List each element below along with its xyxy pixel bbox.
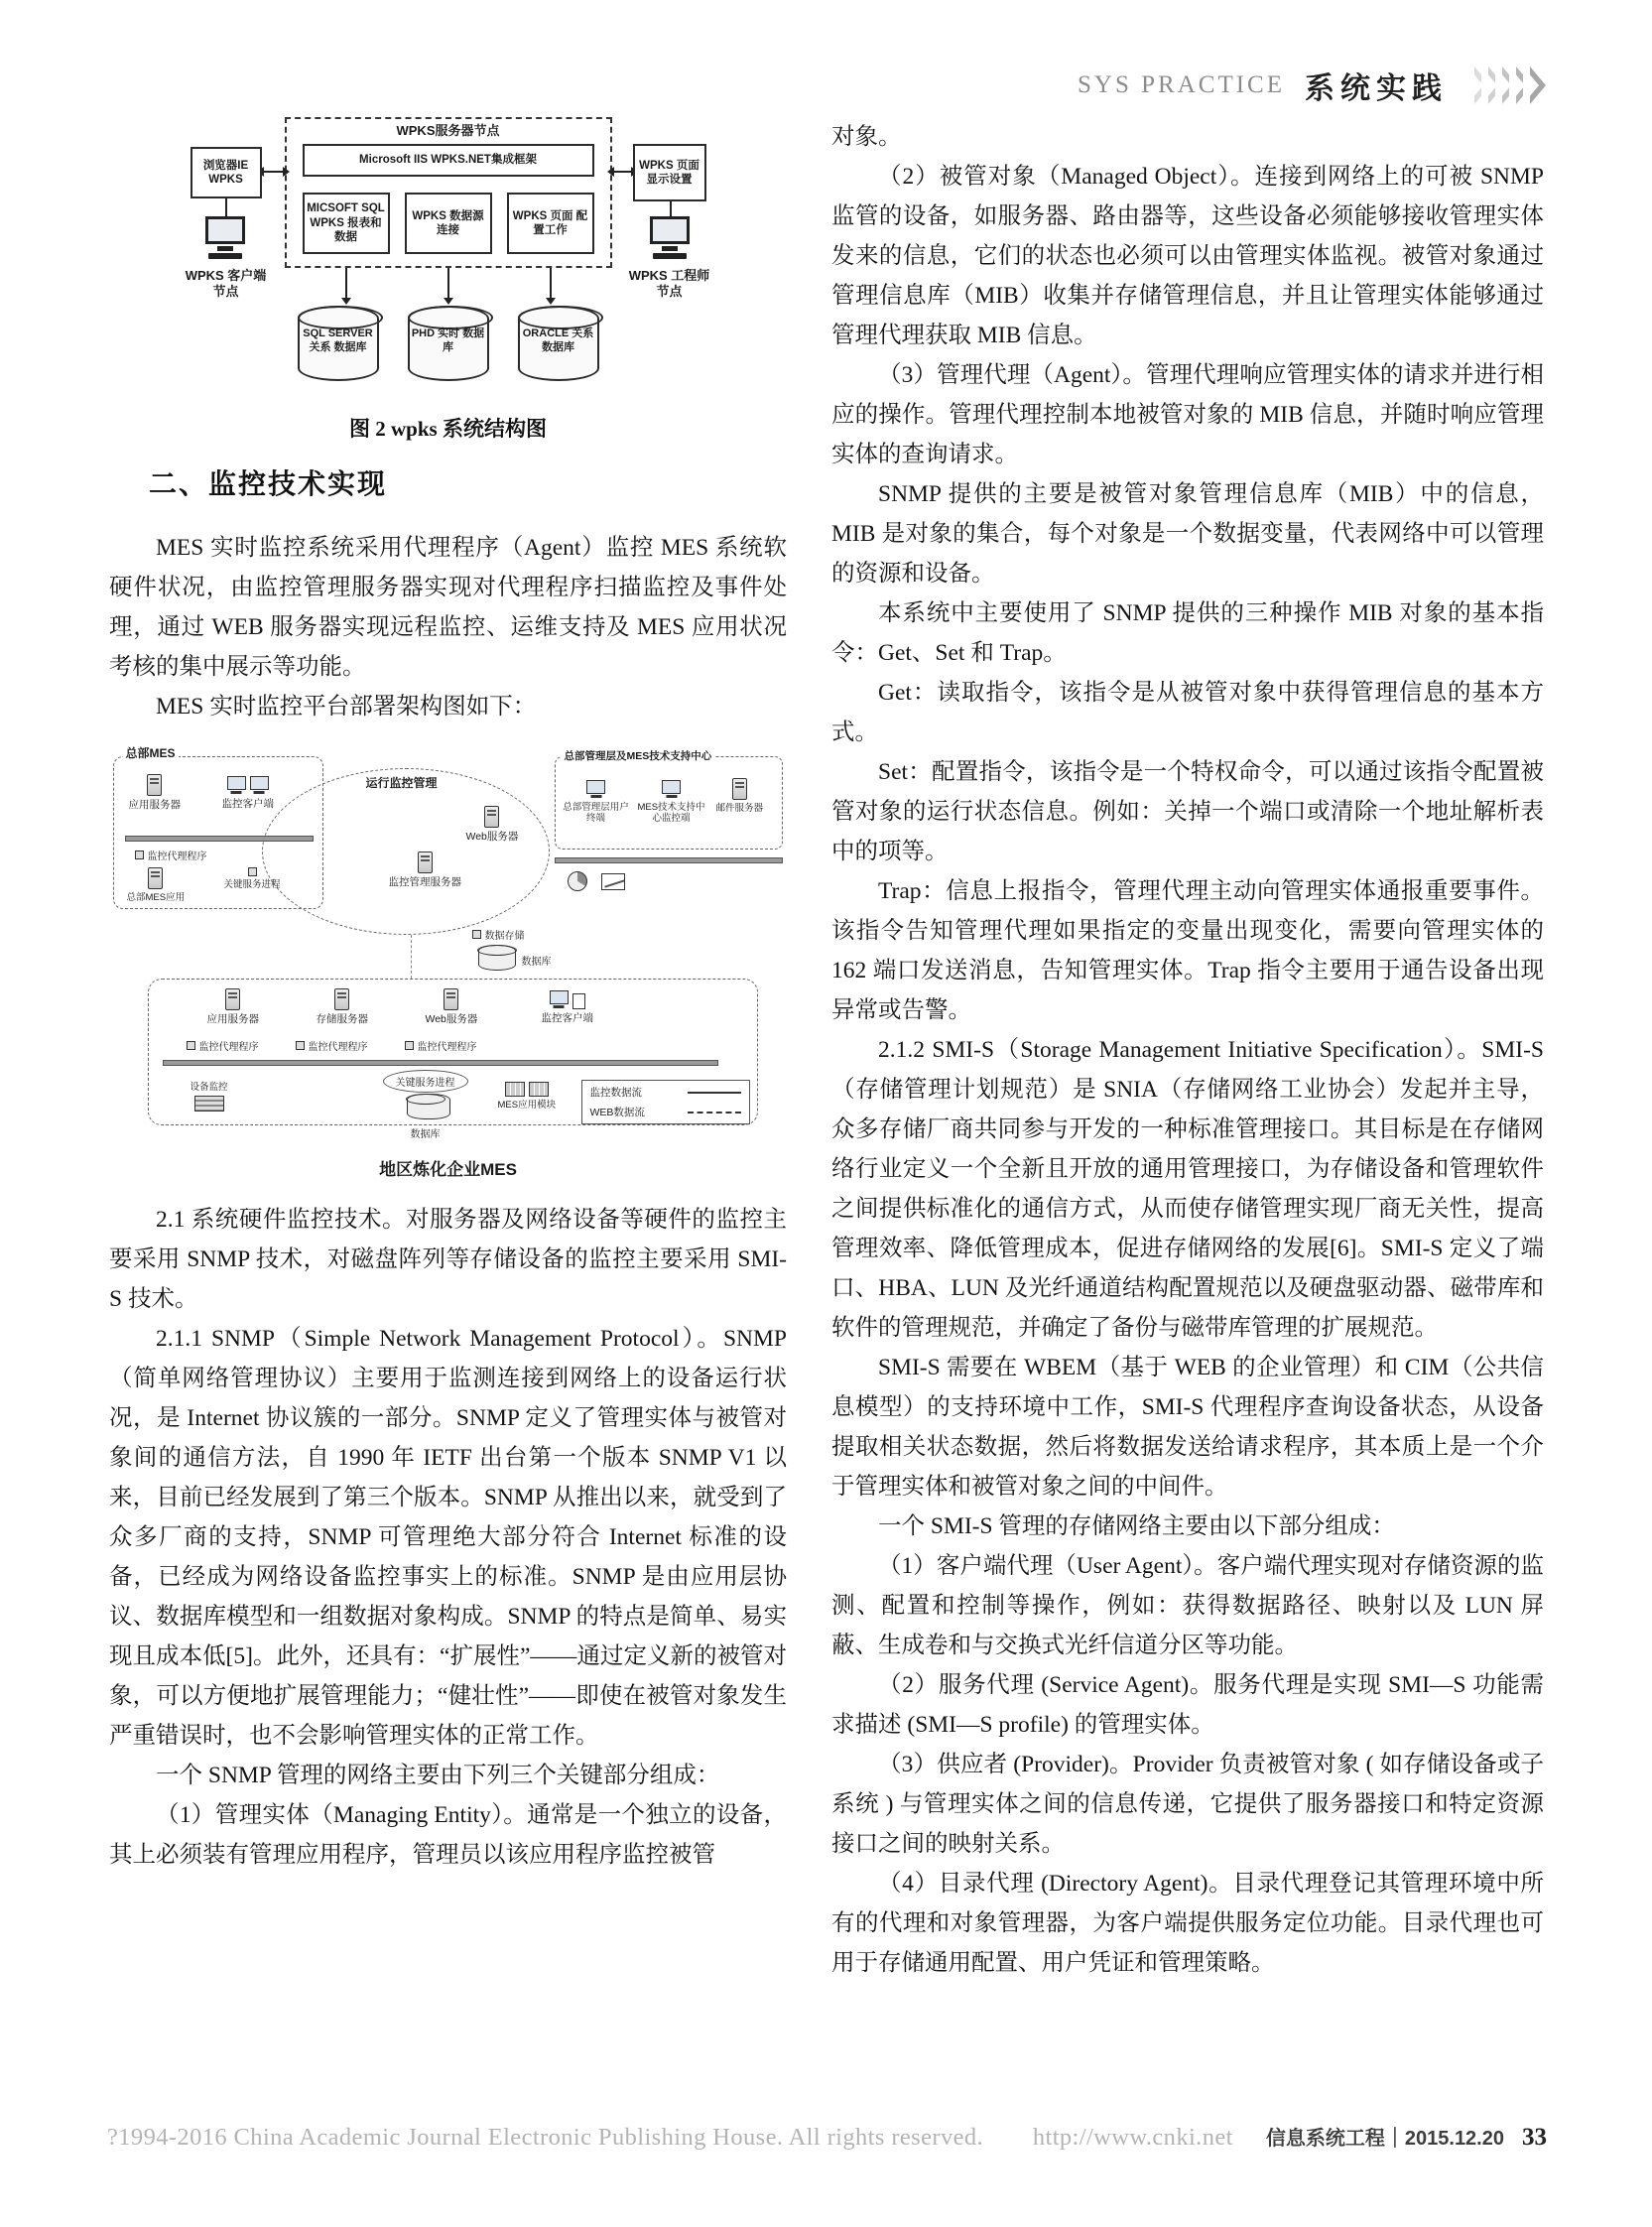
server-icon [418,852,433,873]
mail-server-label: 邮件服务器 [715,803,764,814]
hq-app-server-label: 应用服务器 [128,799,181,811]
server-icon [334,988,349,1010]
branch-key-service-label: 关键服务进程 [395,1078,455,1089]
monitor-base-icon [662,246,678,251]
paragraph: （3）供应者 (Provider)。Provider 负责被管对象 ( 如存储设备或子系统 ) 与管理实体之间的信息传递，它提供了服务器接口和特定资源接口之间的映射关系。 [831,1752,1544,1857]
wpks-server-node-label: WPKS服务器节点 [396,123,500,138]
paragraph: （1）客户端代理（User Agent）。客户端代理实现对存储资源的监测、配置和控制等操作，例如：获得数据路径、映射以及 LUN 屏蔽、生成卷和与交换式光纤信道分区等功能。 [831,1553,1544,1658]
branch-agent-line [187,1038,259,1053]
database-cylinder-icon [518,306,599,381]
legend-row [590,1105,741,1119]
branch-app-server-label: 应用服务器 [206,1013,259,1025]
figure-wpks-canvas [185,117,710,403]
database-bottom-line [411,1125,441,1140]
server-icon [732,778,747,800]
hq-key-service-label: 关键服务进程 [223,879,281,890]
data-store-label: 数据存储 [484,931,525,942]
figure-wpks-structure [109,117,787,443]
monitor-icon [227,776,246,790]
paragraph: （4）目录代理 (Directory Agent)。目录代理登记其管理环境中所有的代理和对象管理器，为客户端提供服务定位功能。目录代理也可用于存储通用配置、用户凭证和管理策略。 [831,1871,1544,1976]
paragraph: 2.1.2 SMI-S（Storage Management Initiative Specification）。SMI-S（存储管理计划规范）是 SNIA（存储网络工业协会）发起并主导，众多存储厂商共同参与开发的一种标准管理接口。其目标是在存储网络行业定义一个全新且开放的通用管理接口，为存储设备和管理软件之间提供标准化的通信方式，从而使存储管理实现厂商无关性，提高管理效率、降低管理成本，促进存储网络的发展[6]。SMI-S 定义了端口、HBA、LUN 及光纤通道结构配置规范以及硬盘驱动器、磁带库和软件的管理规范，并确定了备份与磁带库管理的扩展规范。 [831,1037,1544,1341]
branch-key-service [383,1070,468,1093]
paragraph: SMI-S 需要在 WBEM（基于 WEB 的企业管理）和 CIM（公共信息模型）的支持环境中工作，SMI-S 代理程序查询设备状态，从设备提取相关状态数据，然后将数据发送给请求程序，其本质上是一个介于管理实体和被管对象之间的中间件。 [831,1355,1544,1500]
paragraph: （3）管理代理（Agent）。管理代理响应管理实体的请求并进行相应的操作。管理代理控制本地被管对象的 MIB 信息，并随时响应管理实体的查询请求。 [831,362,1544,467]
paragraph: 一个 SMI-S 管理的存储网络主要由以下部分组成： [878,1513,1395,1539]
server-icon [444,988,458,1010]
paragraph: Get：读取指令，该指令是从被管对象中获得管理信息的基本方式。 [831,680,1544,745]
computer-icon [201,216,249,262]
paragraph: Set：配置指令，该指令是一个特权命令，可以通过该指令配置被管对象的运行状态信息。例如：关掉一个端口或清除一个地址解析表中的项等。 [831,759,1544,864]
section-label-zh: 系统实践 [1305,72,1448,105]
left-column [109,117,787,1875]
server-icon [484,806,499,828]
hq-key-service [224,867,281,890]
hq-agent-label: 监控代理程序 [147,852,207,862]
disk-array-icon [194,1096,224,1112]
branch-agent-label: 监控代理程序 [198,1042,259,1053]
web-server-label: Web服务器 [465,831,519,843]
wpks-browser-box: 浏览器IE WPKS [191,147,262,198]
wpks-report-box: MICSOFT SQL WPKS 报表和数据 [303,193,390,254]
legend-row [590,1085,741,1100]
page-header [1078,64,1547,107]
module-icons-row [505,1082,549,1097]
paragraph: MES 实时监控系统采用代理程序（Agent）监控 MES 系统软硬件状况，由监控管理服务器实现对代理程序扫描监控及事件处理，通过 WEB 服务器实现远程监控、运维支持及 MES 应用状况考核的集中展示等功能。 [109,535,787,680]
keyboard-icon [208,253,242,259]
branch-monitor-client-label: 监控客户端 [541,1012,593,1024]
connector-line [345,268,347,298]
database-bottom-label: 数据库 [410,1129,441,1140]
monitor-mgmt-server-label: 监控管理服务器 [388,876,461,888]
monitor-icons-row [227,776,269,795]
branch-storage-server-label: 存储服务器 [316,1013,368,1025]
process-icon [187,1041,195,1050]
connector-line [550,268,552,298]
monitor-screen-icon [650,216,690,244]
hq-mes-label: 总部MES [123,744,179,761]
wpks-framework-box: Microsoft IIS WPKS.NET集成框架 [303,144,594,177]
chevrons-icon [1477,66,1547,104]
server-icon [147,774,162,796]
page-number: 33 [1522,2124,1547,2151]
line-chart-icon [601,873,625,890]
mes-app-module-label: MES应用模块 [497,1100,557,1111]
paragraph: Trap：信息上报指令，管理代理主动向管理实体通报重要事件。该指令告知管理代理如果指定的变量出现变化，需要向管理实体的 162 端口发送消息，告知管理实体。Trap 指令主要用于通告设备出现异常或告警。 [831,878,1544,1023]
figure-mes-deployment [109,740,787,1180]
branch-agent-label: 监控代理程序 [308,1042,368,1053]
mes-support-monitor-label: MES技术支持中心监控端 [637,802,705,825]
branch-agent-line [405,1038,477,1053]
storage-box-icon [472,930,481,939]
branch-web-server [426,988,478,1026]
paragraph: （2）被管对象（Managed Object）。连接到网络上的可被 SNMP 监管的设备，如服务器、路由器等，这些设备必须能够接收管理实体发来的信息，它们的状态也必须可以由管理实体监视。被管对象通过管理信息库（MIB）收集并存储管理信息，并且让管理实体能够通过管理代理获取 MIB 信息。 [831,164,1544,348]
db-phd-label: PHD 实时 数据库 [411,328,485,353]
section-label-en: SYS PRACTICE [1078,71,1285,98]
monitor-icon [550,990,569,1004]
module-grid-icon [505,1082,525,1097]
figure1-caption: 图 2 wpks 系统结构图 [349,417,547,441]
branch-app-server [207,988,260,1026]
wpks-datasource-box: WPKS 数据源连接 [405,193,492,254]
server-icon [225,988,240,1010]
network-bar-icon [555,857,783,863]
solid-line-icon [688,1092,741,1094]
branch-monitor-client [542,990,594,1025]
network-bar-icon [125,836,314,842]
mail-server [716,778,764,814]
wpks-display-box: WPKS 页面显示设置 [633,144,706,201]
paragraph: （1）管理实体（Managing Entity）。通常是一个独立的设备，其上必须装有管理应用程序，管理员以该应用程序监控被管 [109,1802,787,1868]
db-oracle-label: ORACLE 关系 数据库 [522,328,594,353]
legend-web-label: WEB数据流 [589,1107,645,1118]
hq-agent-line [135,848,207,862]
connector-line [447,268,449,298]
hq-mgmt-terminal [562,780,631,825]
data-store-line [472,927,525,942]
branch-agent-label: 监控代理程序 [417,1042,477,1053]
paragraph: （2）服务代理 (Service Agent)。服务代理是实现 SMI—S 功能需求描述 (SMI—S profile) 的管理实体。 [831,1672,1544,1738]
connector-line [225,198,227,216]
database-cylinder-icon [407,1094,450,1119]
copyright-text: ?1994-2016 China Academic Journal Electronic Publishing House. All rights reserved. http://www.cnki.net [107,2124,1233,2151]
hq-mes-app-label: 总部MES应用 [126,892,186,903]
process-icon [248,867,257,876]
database-top-label: 数据库 [521,957,552,968]
module-grid-icon [529,1082,549,1097]
process-icon [405,1041,414,1050]
monitor-icon [662,780,681,794]
paragraph: SNMP 提供的主要是被管对象管理信息库（MIB）中的信息，MIB 是对象的集合，每个对象是一个数据变量，代表网络中可以管理的资源和设备。 [831,481,1544,587]
database-cylinder-icon [478,945,516,971]
database-cylinder-icon [408,306,489,381]
device-monitor [191,1082,228,1112]
double-arrow-icon [264,171,283,173]
double-arrow-icon [614,171,631,173]
chevron-icon [1530,66,1547,104]
server-icon [148,867,163,889]
wpks-client-node-label: WPKS 客户端节点 [185,268,267,300]
page-footer [107,2118,1547,2153]
mes-support-monitor [637,780,706,825]
monitor-mgmt-server [389,852,462,889]
hq-mgmt-label: 总部管理层及MES技术支持中心 [562,748,715,763]
branch-agent-line [296,1038,368,1053]
figure2-caption: 地区炼化企业MES [379,1160,517,1179]
computer-icon [646,216,694,262]
paragraph: 2.1 系统硬件监控技术。对服务器及网络设备等硬件的监控主要采用 SNMP 技术，对磁盘阵列等存储设备的监控主要采用 SMI-S 技术。 [109,1207,787,1312]
monitoring-label: 运行监控管理 [363,774,441,791]
keyboard-icon [653,253,687,259]
database-top-line [522,953,552,968]
connector-line [411,935,412,979]
journal-info [1266,2122,1547,2152]
journal-name-date: 信息系统工程｜2015.12.20 [1265,2128,1504,2150]
paragraph: 本系统中主要使用了 SNMP 提供的三种操作 MIB 对象的基本指令：Get、Set 和 Trap。 [831,600,1544,666]
legend-monitor-label: 监控数据流 [589,1087,642,1099]
pie-chart-icon [568,871,587,891]
branch-web-server-label: Web服务器 [425,1013,478,1025]
branch-storage-server [317,988,369,1026]
hq-mgmt-terminal-label: 总部管理层用户终端 [563,802,629,825]
dash-dot-line-icon [688,1112,741,1114]
paragraph: 一个 SNMP 管理的网络主要由下列三个关键部分组成： [156,1763,720,1788]
mes-app-module [498,1082,557,1111]
monitor-icon [250,776,269,790]
hq-monitor-client [222,776,275,811]
wpks-engineer-node-label: WPKS 工程师节点 [628,268,710,300]
web-server [466,806,519,844]
connector-line [670,201,672,216]
database-cylinder-icon [298,306,379,381]
monitor-base-icon [217,246,233,251]
process-icon [296,1041,305,1050]
paragraph: 2.1.1 SNMP（Simple Network Management Protocol）。SNMP（简单网络管理协议）主要用于监测连接到网络上的设备运行状况，是 Internet 协议簇的一部分。SNMP 定义了管理实体与被管对象间的通信方法，自 1990 年 IETF 出台第一个版本 SNMP V1 以来，目前已经发展到了第三个版本。SNMP 从推出以来，就受到了众多厂商的支持，SNMP 可管理绝大部分符合 Internet 标准的设备，已经成为网络设备监控事实上的标准。SNMP 是由应用层协议、数据库模型和一组数据对象构成。SNMP 的特点是简单、易实现且成本低[5]。此外，还具有：“扩展性”——通过定义新的被管对象，可以方便地扩展管理能力；“健壮性”——即使在被管对象发生严重错误时，也不会影响管理实体的正常工作。 [109,1326,787,1749]
process-icon [135,851,144,859]
section-heading: 二、监控技术实现 [149,468,388,499]
db-sql-label: SQL SERVER 关系 数据库 [303,328,373,353]
hq-monitor-client-label: 监控客户端 [221,798,274,810]
figure-legend [581,1080,750,1124]
paragraph: 对象。 [831,124,902,150]
wpks-pageconfig-box: WPKS 页面 配置工作 [507,193,594,254]
document-icon [572,993,585,1009]
monitor-screen-icon [205,216,245,244]
figure-mes-canvas [113,740,784,1151]
right-column [831,117,1544,1983]
monitor-icons-row [550,990,585,1009]
paragraph: MES 实时监控平台部署架构图如下： [156,694,537,720]
device-monitor-label: 设备监控 [190,1082,228,1093]
monitor-icon [586,780,605,794]
hq-app-server [129,774,182,812]
network-bar-icon [163,1060,718,1066]
hq-mes-app [127,867,186,903]
